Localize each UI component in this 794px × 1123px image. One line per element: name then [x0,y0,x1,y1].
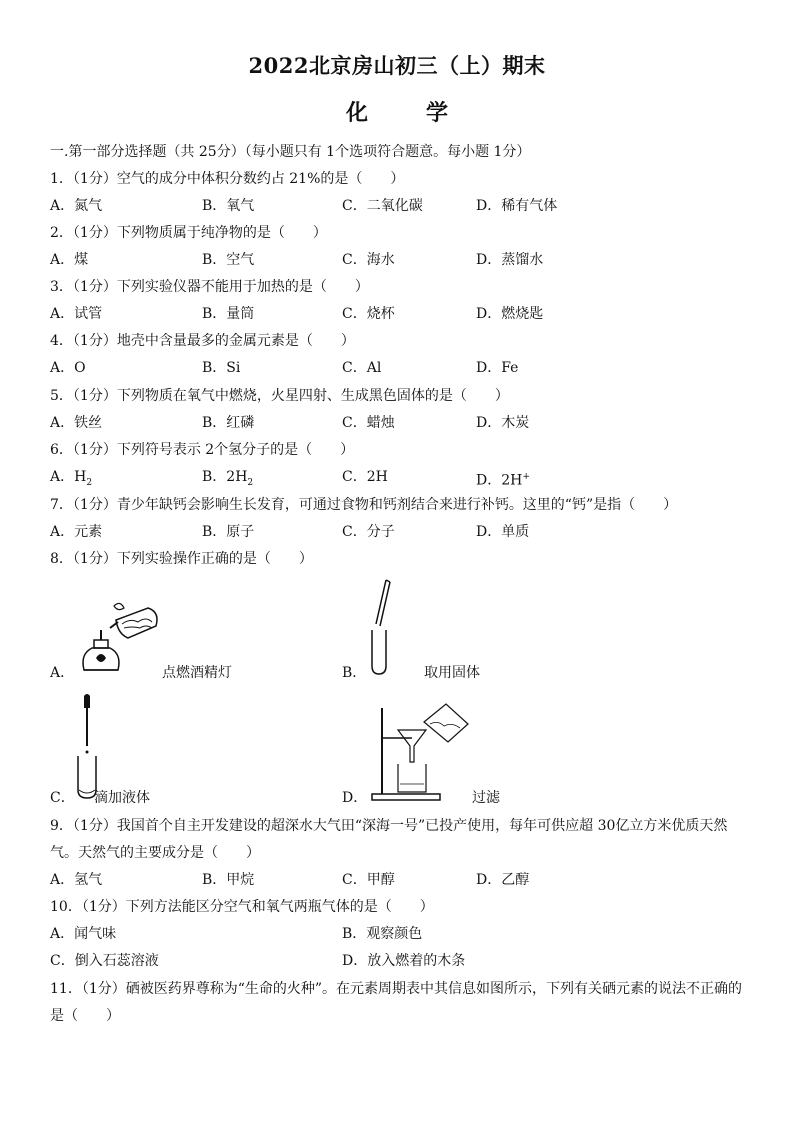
subscript: 2 [247,477,254,488]
section-heading: 一.第一部分选择题（共 25分）（每小题只有 1个选项符合题意。每小题 1分） [50,144,531,160]
question-7-option-a[interactable]: A．元素 [50,524,103,540]
question-10-option-c[interactable]: C．倒入石蕊溶液 [50,953,159,969]
question-5-option-d[interactable]: D．木炭 [476,415,530,431]
question-2-option-b[interactable]: B．空气 [202,252,255,268]
question-9-stem-line-1: 9．（1分）我国首个自主开发建设的超深水大气田“深海一号”已投产使用，每年可供应超 30亿立方米优质天然 [50,818,728,834]
subscript: 2 [86,477,93,488]
question-3-option-b[interactable]: B．量筒 [202,306,255,322]
question-4-option-b[interactable]: B．Si [202,360,241,376]
question-8-option-c-letter[interactable]: C． [50,790,75,806]
question-9-stem-line-2: 气。天然气的主要成分是（ ） [50,845,260,861]
question-6-stem: 6．（1分）下列符号表示 2个氢分子的是（ ） [50,442,355,458]
question-7-option-c[interactable]: C．分子 [342,524,395,540]
question-3-option-a[interactable]: A．试管 [50,306,103,322]
subject-char-2: 学 [426,100,449,126]
question-5-option-b[interactable]: B．红磷 [202,415,255,431]
question-6-option-c[interactable]: C．2H [342,469,388,485]
question-11-stem-line-2: 是（ ） [50,1008,120,1024]
question-6-option-d[interactable] [476,468,530,490]
question-8-option-b-letter[interactable]: B． [342,665,367,681]
question-8-option-b-label: 取用固体 [424,665,480,681]
question-7-stem: 7．（1分）青少年缺钙会影响生长发育，可通过食物和钙剂结合来进行补钙。这里的“钙”是指（ ） [50,497,678,513]
question-1-option-a[interactable]: A．氮气 [50,198,103,214]
question-2-stem: 2．（1分）下列物质属于纯净物的是（ ） [50,225,327,241]
subject-title [0,96,794,127]
question-9-option-d[interactable]: D．乙醇 [476,872,530,888]
question-6-option-b[interactable] [202,468,253,492]
question-2-option-a[interactable]: A．煤 [50,252,89,268]
question-4-stem: 4．（1分）地壳中含量最多的金属元素是（ ） [50,333,355,349]
question-10-option-a[interactable]: A．闻气味 [50,926,117,942]
question-8-option-a-letter[interactable]: A． [50,665,75,681]
question-1-option-b[interactable]: B．氧气 [202,198,255,214]
question-5-option-c[interactable]: C．蜡烛 [342,415,395,431]
question-10-option-b[interactable]: B．观察颜色 [342,926,423,942]
dropping-liquid-figure [72,692,102,802]
question-6-option-a[interactable] [50,468,92,492]
question-1-option-d[interactable]: D．稀有气体 [476,198,558,214]
question-8-option-d-label: 过滤 [472,790,500,806]
question-3-option-d[interactable]: D．燃烧匙 [476,306,544,322]
question-7-option-d[interactable]: D．单质 [476,524,530,540]
question-10-stem: 10．（1分）下列方法能区分空气和氧气两瓶气体的是（ ） [50,899,434,915]
question-8-option-d-letter[interactable]: D． [342,790,368,806]
question-9-option-b[interactable]: B．甲烷 [202,872,255,888]
question-5-option-a[interactable]: A．铁丝 [50,415,103,431]
question-2-option-d[interactable]: D．蒸馏水 [476,252,544,268]
question-1-option-c[interactable]: C．二氧化碳 [342,198,423,214]
question-8-option-c-label: 滴加液体 [94,790,150,806]
question-9-option-c[interactable]: C．甲醇 [342,872,395,888]
alcohol-lamp-lighting-figure [70,598,165,678]
question-11-stem-line-1: 11．（1分）硒被医药界尊称为“生命的火种”。在元素周期表中其信息如图所示，下列有关硒元素的说法不正确的 [50,981,743,997]
option-a-text: A．H [50,469,87,485]
option-d-text: D．2H [476,472,523,489]
question-4-option-c[interactable]: C．Al [342,360,382,376]
subject-char-1: 化 [345,100,368,126]
option-b-text: B．2H [202,469,248,485]
question-3-option-c[interactable]: C．烧杯 [342,306,395,322]
question-4-option-a[interactable]: A．O [50,360,86,376]
question-1-stem: 1．（1分）空气的成分中体积分数约占 21%的是（ ） [50,171,405,187]
question-4-option-d[interactable]: D．Fe [476,360,519,376]
question-10-option-d[interactable]: D．放入燃着的木条 [342,953,466,969]
filtration-figure [368,700,473,805]
question-8-stem: 8．（1分）下列实验操作正确的是（ ） [50,551,313,567]
question-8-option-a-label: 点燃酒精灯 [162,665,232,681]
take-solid-figure [362,578,402,678]
superscript: + [522,472,530,482]
question-5-stem: 5．（1分）下列物质在氧气中燃烧，火星四射、生成黑色固体的是（ ） [50,388,509,404]
question-7-option-b[interactable]: B．原子 [202,524,255,540]
question-3-stem: 3．（1分）下列实验仪器不能用于加热的是（ ） [50,279,369,295]
question-9-option-a[interactable]: A．氢气 [50,872,103,888]
question-2-option-c[interactable]: C．海水 [342,252,395,268]
exam-title: 2022北京房山初三（上）期末 [248,53,546,78]
